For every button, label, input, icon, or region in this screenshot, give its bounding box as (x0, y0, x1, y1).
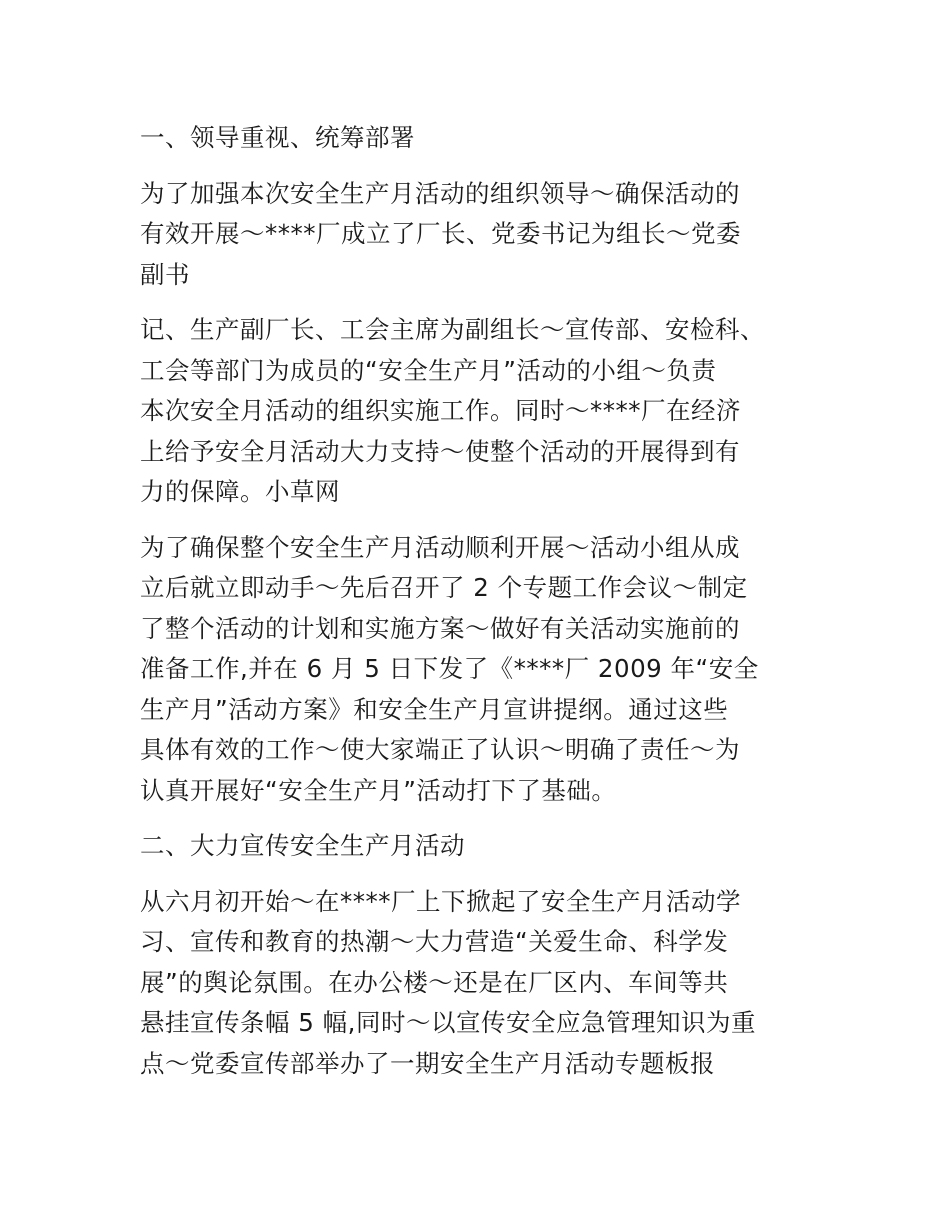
text-line: 具体有效的工作～使大家端正了认识～明确了责任～为 (140, 735, 740, 764)
text-line: 了整个活动的计划和实施方案～做好有关活动实施前的 (140, 613, 740, 643)
text-line: 习、宣传和教育的热潮～大力营造“关爱生命、科学发 (140, 927, 729, 956)
text-line: 悬挂宣传条幅 5 幅,同时～以宣传安全应急管理知识为重 (140, 1008, 756, 1037)
text-line: 力的保障。小草网 (140, 477, 340, 506)
text-line: 展”的舆论氛围。在办公楼～还是在厂区内、车间等共 (140, 967, 729, 997)
text-line: 为了确保整个安全生产月活动顺利开展～活动小组从成 (140, 532, 740, 562)
text-line: 点～党委宣传部举办了一期安全生产月活动专题板报 (140, 1048, 715, 1078)
text-line: 记、生产副厂长、工会主席为副组长～宣传部、安检科、 (140, 315, 765, 344)
text-line: 一、领导重视、统筹部署 (140, 123, 415, 152)
text-line: 从六月初开始～在****厂上下掀起了安全生产月活动学 (140, 886, 741, 916)
body-paragraph (140, 528, 805, 812)
text-line: 工会等部门为成员的“安全生产月”活动的小组～负责 (140, 355, 717, 385)
text-line: 为了加强本次安全生产月活动的组织领导～确保活动的 (140, 178, 740, 208)
section-heading (140, 826, 805, 867)
text-line: 本次安全月活动的组织实施工作。同时～****厂在经济 (140, 396, 741, 425)
text-line: 立后就立即动手～先后召开了 2 个专题工作会议～制定 (140, 573, 748, 602)
body-paragraph (140, 310, 805, 513)
text-line: 二、大力宣传安全生产月活动 (140, 831, 465, 860)
text-line: 副书 (140, 259, 190, 289)
document-page (140, 118, 805, 1099)
text-line: 认真开展好“安全生产月”活动打下了基础。 (140, 775, 617, 805)
text-line: 上给予安全月活动大力支持～使整个活动的开展得到有 (140, 436, 740, 466)
text-line: 有效开展～****厂成立了厂长、党委书记为组长～党委 (140, 219, 741, 248)
section-heading (140, 118, 805, 159)
text-line: 生产月”活动方案》和安全生产月宣讲提纲。通过这些 (140, 694, 729, 724)
body-paragraph (140, 174, 805, 296)
body-paragraph (140, 882, 805, 1085)
text-line: 准备工作,并在 6 月 5 日下发了《****厂 2009 年“安全 (140, 654, 759, 683)
